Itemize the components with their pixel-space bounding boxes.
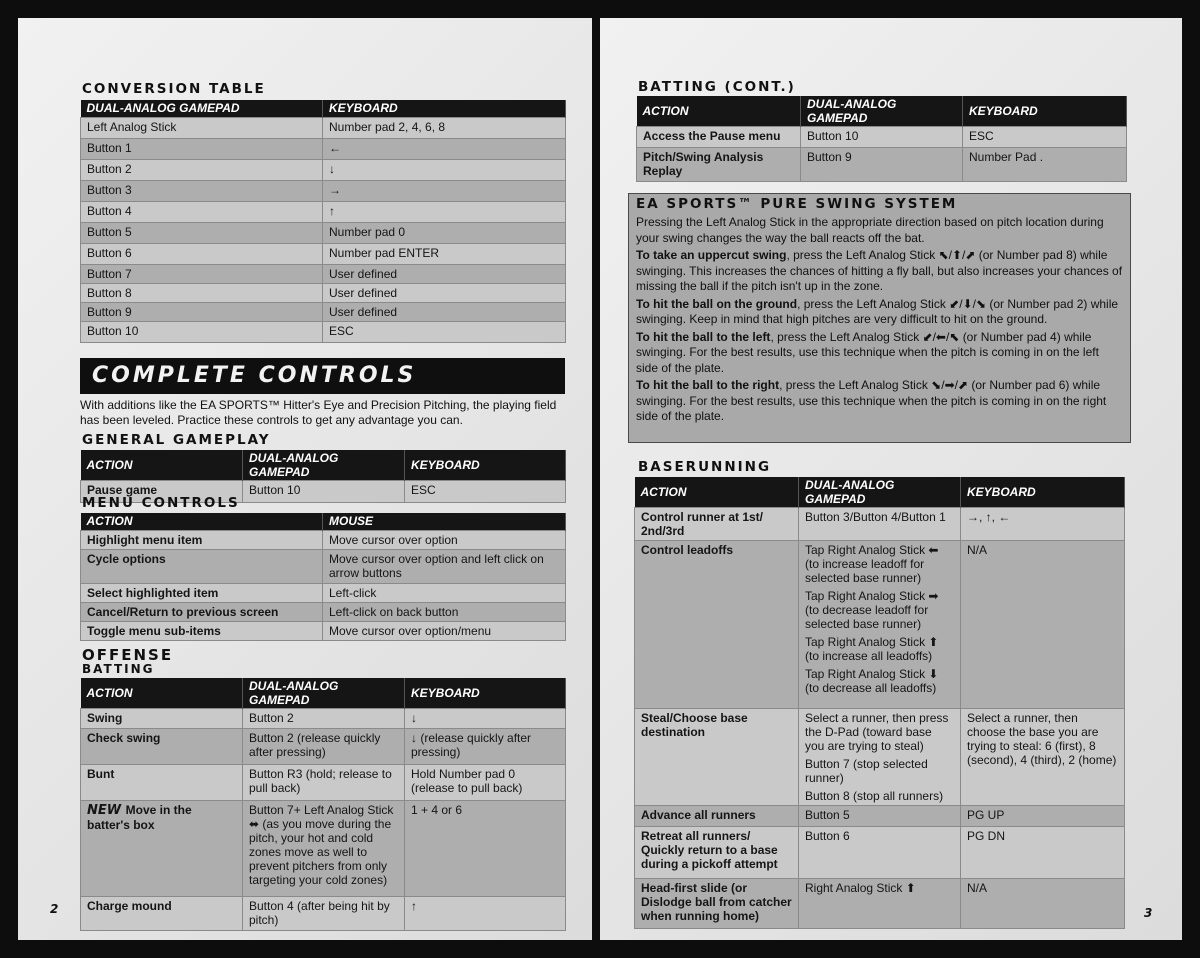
header-gamepad: DUAL-ANALOG GAMEPAD [801,96,963,127]
action-cell: Left Analog Stick [81,117,323,138]
table-row [81,549,566,583]
action-cell: Button 6 [81,243,323,264]
value-cell: Number pad 2, 4, 6, 8 [323,117,566,138]
page-number: 3 [1144,906,1153,920]
offense-title: OFFENSE [82,646,174,664]
table-row [81,222,566,243]
value-cell: Button 4 (after being hit by pitch) [243,897,405,931]
value-cell: User defined [323,283,566,302]
cell-line: Button 7 (stop selected runner) [805,757,928,785]
value-cell: Button 5 [799,806,961,827]
action-cell: Button 4 [81,201,323,222]
cell-line: Tap Right Analog Stick ⬇ (to decrease all leadoffs) [805,667,939,695]
value-cell: User defined [323,264,566,283]
value-cell: ESC [963,127,1127,148]
action-cell: Charge mound [81,897,243,931]
pure-swing-item-lead: To hit the ball to the right [636,378,780,392]
table-row [81,530,566,549]
value-cell: Number pad 0 [323,222,566,243]
action-cell: Check swing [81,729,243,765]
value-cell: Button R3 (hold; release to pull back) [243,765,405,801]
value-cell: ESC [405,481,566,503]
value-cell: → [323,180,566,201]
action-cell: Control leadoffs [635,541,799,709]
complete-controls-intro: With additions like the EA SPORTS™ Hitter's Eye and Precision Pitching, the playing field has been leveled. Practice these controls to get any advantage you can. [80,398,557,427]
table-row [81,138,566,159]
header-keyboard: KEYBOARD [961,477,1125,508]
action-cell: Toggle menu sub-items [81,621,323,640]
table-row [635,541,1125,709]
pure-swing-item-text: , press the Left Analog Stick ⬊/➡/⬈ (or Number pad 6) while swinging. For the best results, use this technique when the pitch is coming in on the right side of the plate. [636,378,1107,423]
action-cell: Button 5 [81,222,323,243]
table-row [637,127,1127,148]
header-action: ACTION [635,477,799,508]
header-keyboard: KEYBOARD [323,100,566,117]
new-badge: NEW [87,803,126,818]
value-cell: Button 10 [801,127,963,148]
value-cell: Button 2 (release quickly after pressing) [243,729,405,765]
pure-swing-intro: Pressing the Left Analog Stick in the appropriate direction based on pitch location during your swing changes the way the ball reacts off the bat. [636,215,1104,245]
header-gamepad: DUAL-ANALOG GAMEPAD [243,450,405,481]
table-row [81,321,566,342]
header-keyboard: KEYBOARD [963,96,1127,127]
header-action: ACTION [637,96,801,127]
baserunning-table [634,477,1125,929]
value-cell: Right Analog Stick ⬆ [799,879,961,929]
left-page [18,18,592,940]
value-cell: Button 2 [243,709,405,729]
batting-cont-table [636,96,1127,182]
complete-controls-banner: COMPLETE CONTROLS [80,358,565,394]
pure-swing-item-lead: To take an uppercut swing [636,248,787,262]
pure-swing-item [636,297,1123,328]
right-page [600,18,1182,940]
value-cell: Button 10 [243,481,405,503]
cell-line: Select a runner, then press the D-Pad (toward base you are trying to steal) [805,711,949,753]
value-cell: Move cursor over option/menu [323,621,566,640]
action-cell: Head-first slide (or Dislodge ball from catcher when running home) [635,879,799,929]
action-cell: Access the Pause menu [637,127,801,148]
action-cell: Cycle options [81,549,323,583]
menu-controls-table [80,513,566,641]
value-cell: Button 6 [799,827,961,879]
action-cell: Button 1 [81,138,323,159]
table-row [81,709,566,729]
value-cell: Left-click on back button [323,602,566,621]
action-cell: Swing [81,709,243,729]
header-action: ACTION [81,513,323,530]
table-row [81,765,566,801]
header-action: ACTION [81,450,243,481]
action-cell: Control runner at 1st/ 2nd/3rd [635,508,799,541]
table-row [635,709,1125,806]
pure-swing-title: EA SPORTS™ PURE SWING SYSTEM [636,196,958,212]
conversion-table-title: CONVERSION TABLE [82,81,266,97]
pure-swing-item [636,330,1123,377]
action-cell: Steal/Choose base destination [635,709,799,806]
batting-cont-title: BATTING (CONT.) [638,79,796,95]
cell-line: Tap Right Analog Stick ⬆ (to increase all leadoffs) [805,635,939,663]
value-cell: Number pad ENTER [323,243,566,264]
action-cell: Button 8 [81,283,323,302]
value-cell: 1 + 4 or 6 [405,801,566,897]
table-row [81,302,566,321]
cell-line: Tap Right Analog Stick ➡ (to decrease leadoff for selected base runner) [805,589,939,631]
table-row [637,148,1127,182]
pure-swing-item-lead: To hit the ball to the left [636,329,771,344]
table-row [635,806,1125,827]
value-cell: →, ↑, ← [961,508,1125,541]
header-gamepad: DUAL-ANALOG GAMEPAD [81,100,323,117]
action-cell: NEW Move in the batter's box [81,801,243,897]
value-cell: ↓ [323,159,566,180]
cell-line: Button 8 (stop all runners) [805,789,944,803]
value-cell: Select a runner, then choose the base you are trying to steal: 6 (first), 8 (second), 4 (third), 2 (home) [961,709,1125,806]
table-row [81,621,566,640]
table-row [81,264,566,283]
value-cell: ↓ (release quickly after pressing) [405,729,566,765]
action-cell: Pitch/Swing Analysis Replay [637,148,801,182]
value-cell: Move cursor over option [323,530,566,549]
table-row [81,801,566,897]
value-cell: ↑ [405,897,566,931]
value-cell: Button 7+ Left Analog Stick ⬌ (as you move during the pitch, your hot and cold zones move as well to prevent pitchers from only targeting your cold zones) [243,801,405,897]
action-cell: Cancel/Return to previous screen [81,602,323,621]
value-cell: N/A [961,541,1125,709]
table-row [635,508,1125,541]
action-cell: Button 9 [81,302,323,321]
pure-swing-item-lead: To hit the ball on the ground [636,296,798,311]
value-cell: ← [323,138,566,159]
cell-line: Tap Right Analog Stick ⬅ (to increase leadoff for selected base runner) [805,543,939,585]
table-row [81,243,566,264]
value-cell: ↓ [405,709,566,729]
batting-table [80,678,566,931]
table-row [81,583,566,602]
pure-swing-item-text: , press the Left Analog Stick ⬉/⬆/⬈ (or Number pad 8) while swinging. This increases the chances of hitting a fly ball, but also increases your chances of missing the ball if the pitch isn't up in the zone. [636,248,1123,293]
table-row [81,602,566,621]
action-cell: Advance all runners [635,806,799,827]
value-cell [799,709,961,806]
menu-controls-title: MENU CONTROLS [82,495,240,511]
pure-swing-item-text: , press the Left Analog Stick ⬋/⬇/⬊ (or Number pad 2) while swinging. Keep in mind that high pitches are very difficult to hit on the ground. [636,296,1119,326]
action-cell: Button 2 [81,159,323,180]
value-cell: ↑ [323,201,566,222]
value-cell: Hold Number pad 0 (release to pull back) [405,765,566,801]
value-cell: ESC [323,321,566,342]
table-row [81,729,566,765]
action-cell: Highlight menu item [81,530,323,549]
header-action: ACTION [81,678,243,709]
pure-swing-box [628,193,1131,443]
header-keyboard: KEYBOARD [405,678,566,709]
value-cell: Number Pad . [963,148,1127,182]
table-row [635,879,1125,929]
table-row [81,897,566,931]
value-cell: Move cursor over option and left click on arrow buttons [323,549,566,583]
value-cell: Button 9 [801,148,963,182]
pure-swing-item [636,378,1123,425]
pure-swing-item [636,248,1123,295]
table-row [81,201,566,222]
table-row [81,180,566,201]
table-row [81,117,566,138]
page-number: 2 [50,902,59,916]
general-gameplay-title: GENERAL GAMEPLAY [82,432,271,448]
action-cell: Button 7 [81,264,323,283]
value-cell: N/A [961,879,1125,929]
table-row [81,283,566,302]
batting-subtitle: BATTING [82,662,155,676]
action-cell: Pause game [81,481,243,503]
value-cell [799,541,961,709]
table-row [81,159,566,180]
value-cell: User defined [323,302,566,321]
action-cell: Button 3 [81,180,323,201]
action-cell: Bunt [81,765,243,801]
value-cell: PG DN [961,827,1125,879]
action-cell: Button 10 [81,321,323,342]
action-cell: Select highlighted item [81,583,323,602]
header-gamepad: DUAL-ANALOG GAMEPAD [799,477,961,508]
baserunning-title: BASERUNNING [638,459,772,475]
action-cell: Retreat all runners/ Quickly return to a base during a pickoff attempt [635,827,799,879]
header-mouse: MOUSE [323,513,566,530]
conversion-table [80,100,566,343]
value-cell: PG UP [961,806,1125,827]
table-row [635,827,1125,879]
pure-swing-item-text: , press the Left Analog Stick ⬋/⬅/⬉ (or Number pad 4) while swinging. For the best results, use this technique when the pitch is coming in on the left side of the plate. [636,329,1099,375]
header-gamepad: DUAL-ANALOG GAMEPAD [243,678,405,709]
value-cell: Button 3/Button 4/Button 1 [799,508,961,541]
header-keyboard: KEYBOARD [405,450,566,481]
value-cell: Left-click [323,583,566,602]
